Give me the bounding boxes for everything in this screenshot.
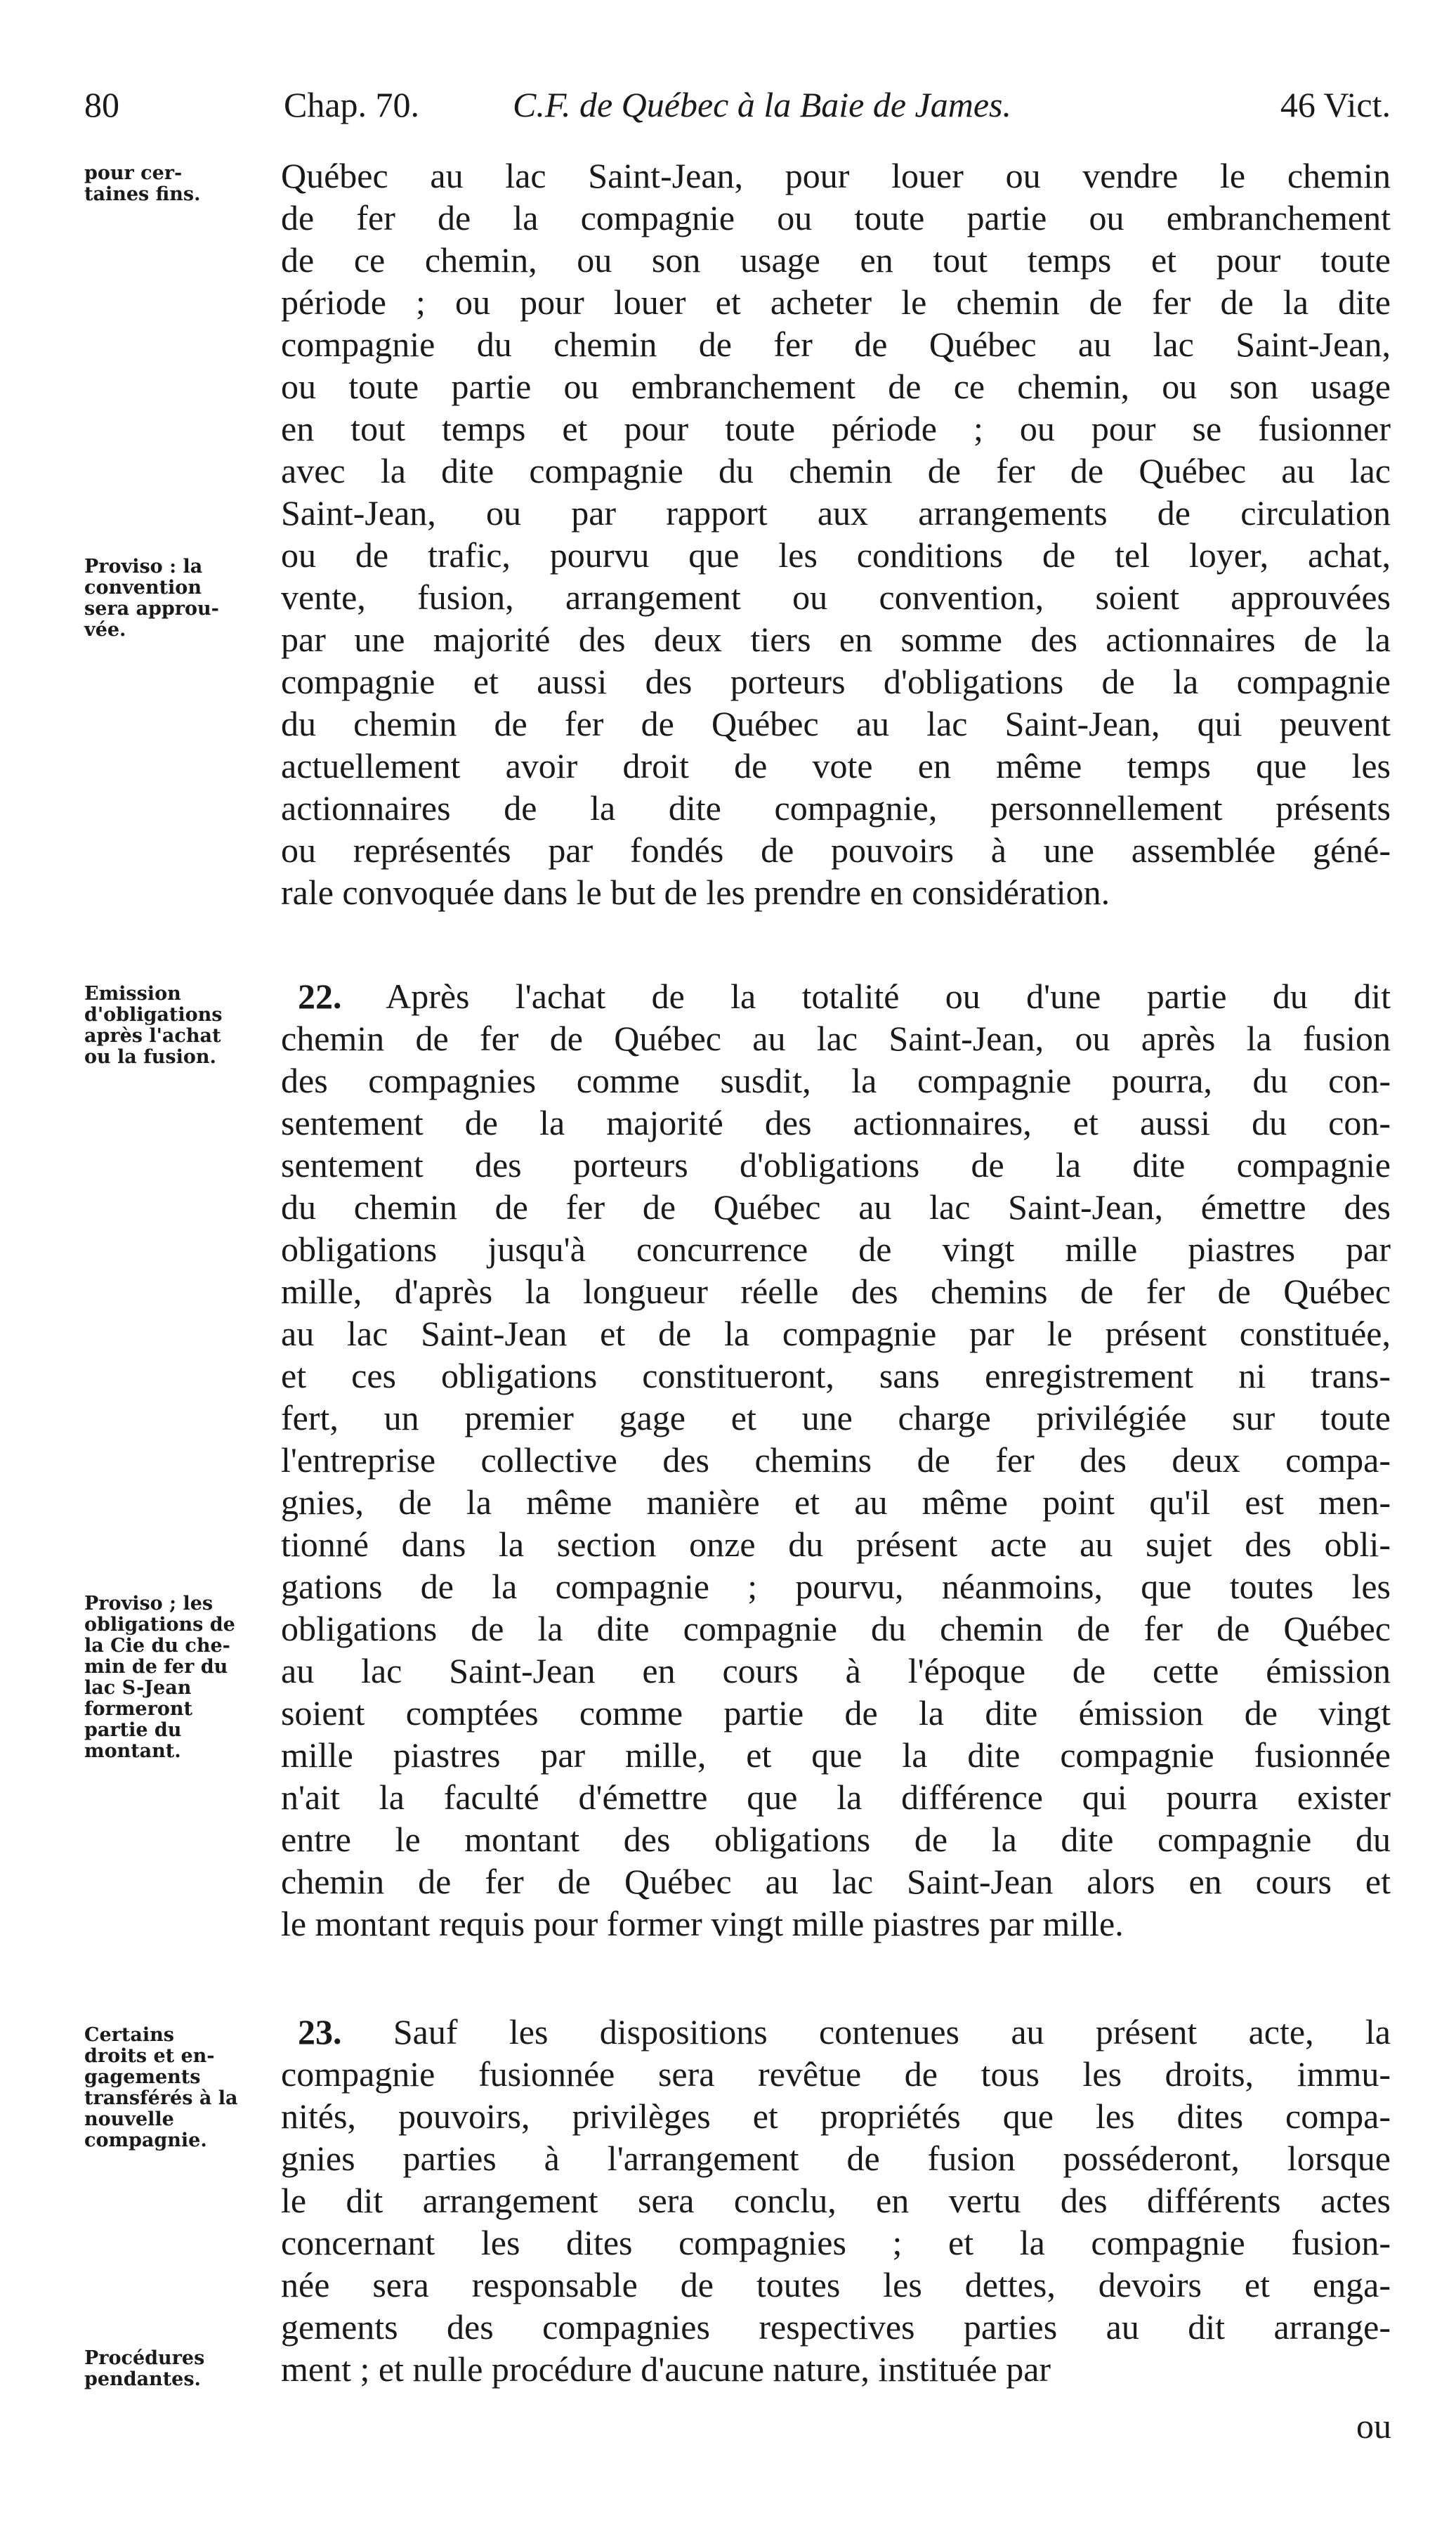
margin-note-line: obligations de <box>84 1614 235 1636</box>
page-number: 80 <box>84 85 119 124</box>
section-22 <box>281 975 1391 1945</box>
text-line: des compagnies comme susdit, la compagnie pourra, du con- <box>281 1061 1391 1100</box>
text-line: Saint-Jean, ou par rapport aux arrangements de circulation <box>281 493 1391 533</box>
text-line: obligations de la dite compagnie du chemin de fer de Québec <box>281 1609 1391 1648</box>
text-line: tionné dans la section onze du présent acte au sujet des obli- <box>281 1525 1391 1564</box>
margin-note-line: min de fer du <box>84 1656 228 1678</box>
paragraph-continuation <box>281 155 1391 913</box>
catchword: ou <box>1356 2406 1391 2446</box>
text-line: sentement de la majorité des actionnaires, et aussi du con- <box>281 1103 1391 1142</box>
margin-note-line: vée. <box>84 619 126 641</box>
margin-note-line: nouvelle <box>84 2108 174 2130</box>
margin-note-line: compagnie. <box>84 2129 207 2151</box>
text-line: nités, pouvoirs, privilèges et propriétés que les dites compa- <box>281 2096 1391 2136</box>
text-line: Québec au lac Saint-Jean, pour louer ou vendre le chemin <box>281 156 1391 195</box>
margin-note-line: la Cie du che- <box>84 1635 230 1657</box>
text-line: rale convoquée dans le but de les prendre en considération. <box>281 873 1110 912</box>
text-fragment: Après l'achat de la totalité ou d'une partie du dit <box>386 977 1391 1016</box>
text-line: de fer de la compagnie ou toute partie ou embranchement <box>281 198 1391 237</box>
margin-note-line: partie du <box>84 1719 182 1741</box>
text-line: gnies, de la même manière et au même point qu'il est men- <box>281 1482 1391 1522</box>
margin-note-line: Procédures <box>84 2347 205 2369</box>
margin-note-line: taines fins. <box>84 183 201 205</box>
text-line: gnies parties à l'arrangement de fusion posséderont, lorsque <box>281 2139 1391 2178</box>
text-line: entre le montant des obligations de la dite compagnie du <box>281 1820 1391 1859</box>
margin-note <box>84 2025 274 2151</box>
margin-note-line: montant. <box>84 1740 181 1762</box>
margin-note <box>84 2348 274 2390</box>
margin-note-line: ou la fusion. <box>84 1046 216 1068</box>
running-header <box>84 84 1391 133</box>
text-line: obligations jusqu'à concurrence de vingt mille piastres par <box>281 1229 1391 1269</box>
text-line: du chemin de fer de Québec au lac Saint-Jean, émettre des <box>281 1187 1391 1227</box>
text-line: de ce chemin, ou son usage en tout temps et pour toute <box>281 240 1391 280</box>
margin-note <box>84 984 274 1068</box>
text-line: période ; ou pour louer et acheter le chemin de fer de la dite <box>281 282 1391 322</box>
text-line: ou toute partie ou embranchement de ce chemin, ou son usage <box>281 367 1391 406</box>
text-line: mille piastres par mille, et que la dite compagnie fusionnée <box>281 1735 1391 1775</box>
margin-note-line: Emission <box>84 983 181 1005</box>
margin-note-line: sera approu- <box>84 598 219 620</box>
text-line: chemin de fer de Québec au lac Saint-Jean, ou après la fusion <box>281 1019 1391 1058</box>
margin-note <box>84 556 274 641</box>
margin-note-line: formeront <box>84 1698 192 1720</box>
section-number: 22. <box>298 977 342 1016</box>
text-line: concernant les dites compagnies ; et la compagnie fusion- <box>281 2223 1391 2262</box>
regnal-year: 46 Vict. <box>1280 85 1391 124</box>
text-line: gations de la compagnie ; pourvu, néanmoins, que toutes les <box>281 1567 1391 1606</box>
text-line: au lac Saint-Jean en cours à l'époque de cette émission <box>281 1651 1391 1690</box>
text-line: le dit arrangement sera conclu, en vertu des différents actes <box>281 2181 1391 2220</box>
text-line: en tout temps et pour toute période ; ou pour se fusionner <box>281 409 1391 448</box>
margin-note-line: pendantes. <box>84 2368 201 2390</box>
text-line: avec la dite compagnie du chemin de fer de Québec au lac <box>281 451 1391 490</box>
section-number: 23. <box>298 2012 342 2051</box>
text-line: vente, fusion, arrangement ou convention, soient approuvées <box>281 578 1391 617</box>
margin-note <box>84 163 274 205</box>
text-line: compagnie fusionnée sera revêtue de tous les droits, immu- <box>281 2054 1391 2094</box>
text-line: au lac Saint-Jean et de la compagnie par le présent constituée, <box>281 1314 1391 1353</box>
margin-note <box>84 1593 274 1762</box>
margin-note-line: Proviso : la <box>84 556 203 578</box>
text-line: sentement des porteurs d'obligations de la dite compagnie <box>281 1145 1391 1185</box>
chapter-label: Chap. 70. <box>284 85 420 124</box>
act-title: C.F. de Québec à la Baie de James. <box>513 85 1011 124</box>
text-line: par une majorité des deux tiers en somme des actionnaires de la <box>281 620 1391 659</box>
text-line: soient comptées comme partie de la dite émission de vingt <box>281 1693 1391 1733</box>
text-line: fert, un premier gage et une charge privilégiée sur toute <box>281 1398 1391 1437</box>
margin-note-line: Proviso ; les <box>84 1593 214 1615</box>
text-line: le montant requis pour former vingt mille piastres par mille. <box>281 1904 1124 1943</box>
text-line: mille, d'après la longueur réelle des chemins de fer de Québec <box>281 1272 1391 1311</box>
text-line: née sera responsable de toutes les dettes, devoirs et enga- <box>281 2265 1391 2304</box>
margin-note-line: Certains <box>84 2024 174 2046</box>
text-line: n'ait la faculté d'émettre que la différence qui pourra exister <box>281 1777 1391 1817</box>
margin-note-line: droits et en- <box>84 2045 215 2067</box>
margin-note-line: convention <box>84 577 202 599</box>
margin-note-line: pour cer- <box>84 162 183 184</box>
text-line: gements des compagnies respectives parties au dit arrange- <box>281 2307 1391 2347</box>
text-line: compagnie du chemin de fer de Québec au lac Saint-Jean, <box>281 325 1391 364</box>
margin-note-line: lac S-Jean <box>84 1677 192 1699</box>
text-line: actionnaires de la dite compagnie, personnellement présents <box>281 788 1391 828</box>
text-line: compagnie et aussi des porteurs d'obligations de la compagnie <box>281 662 1391 701</box>
text-line: l'entreprise collective des chemins de fer des deux compa- <box>281 1440 1391 1480</box>
text-fragment: Sauf les dispositions contenues au présent acte, la <box>393 2012 1391 2051</box>
text-line: ou de trafic, pourvu que les conditions de tel loyer, achat, <box>281 535 1391 575</box>
text-line: du chemin de fer de Québec au lac Saint-Jean, qui peuvent <box>281 704 1391 743</box>
section-first-line <box>281 2011 1391 2053</box>
text-line: ment ; et nulle procédure d'aucune nature, instituée par <box>281 2349 1051 2389</box>
margin-note-line: d'obligations <box>84 1004 223 1026</box>
text-line: ou représentés par fondés de pouvoirs à une assemblée géné- <box>281 830 1391 870</box>
section-first-line <box>281 975 1391 1017</box>
text-line: et ces obligations constitueront, sans enregistrement ni trans- <box>281 1356 1391 1395</box>
text-line: chemin de fer de Québec au lac Saint-Jean alors en cours et <box>281 1862 1391 1901</box>
margin-note-line: transférés à la <box>84 2087 238 2109</box>
margin-note-line: gagements <box>84 2066 201 2088</box>
margin-note-line: après l'achat <box>84 1025 221 1047</box>
section-23 <box>281 2011 1391 2390</box>
text-line: actuellement avoir droit de vote en même temps que les <box>281 746 1391 785</box>
